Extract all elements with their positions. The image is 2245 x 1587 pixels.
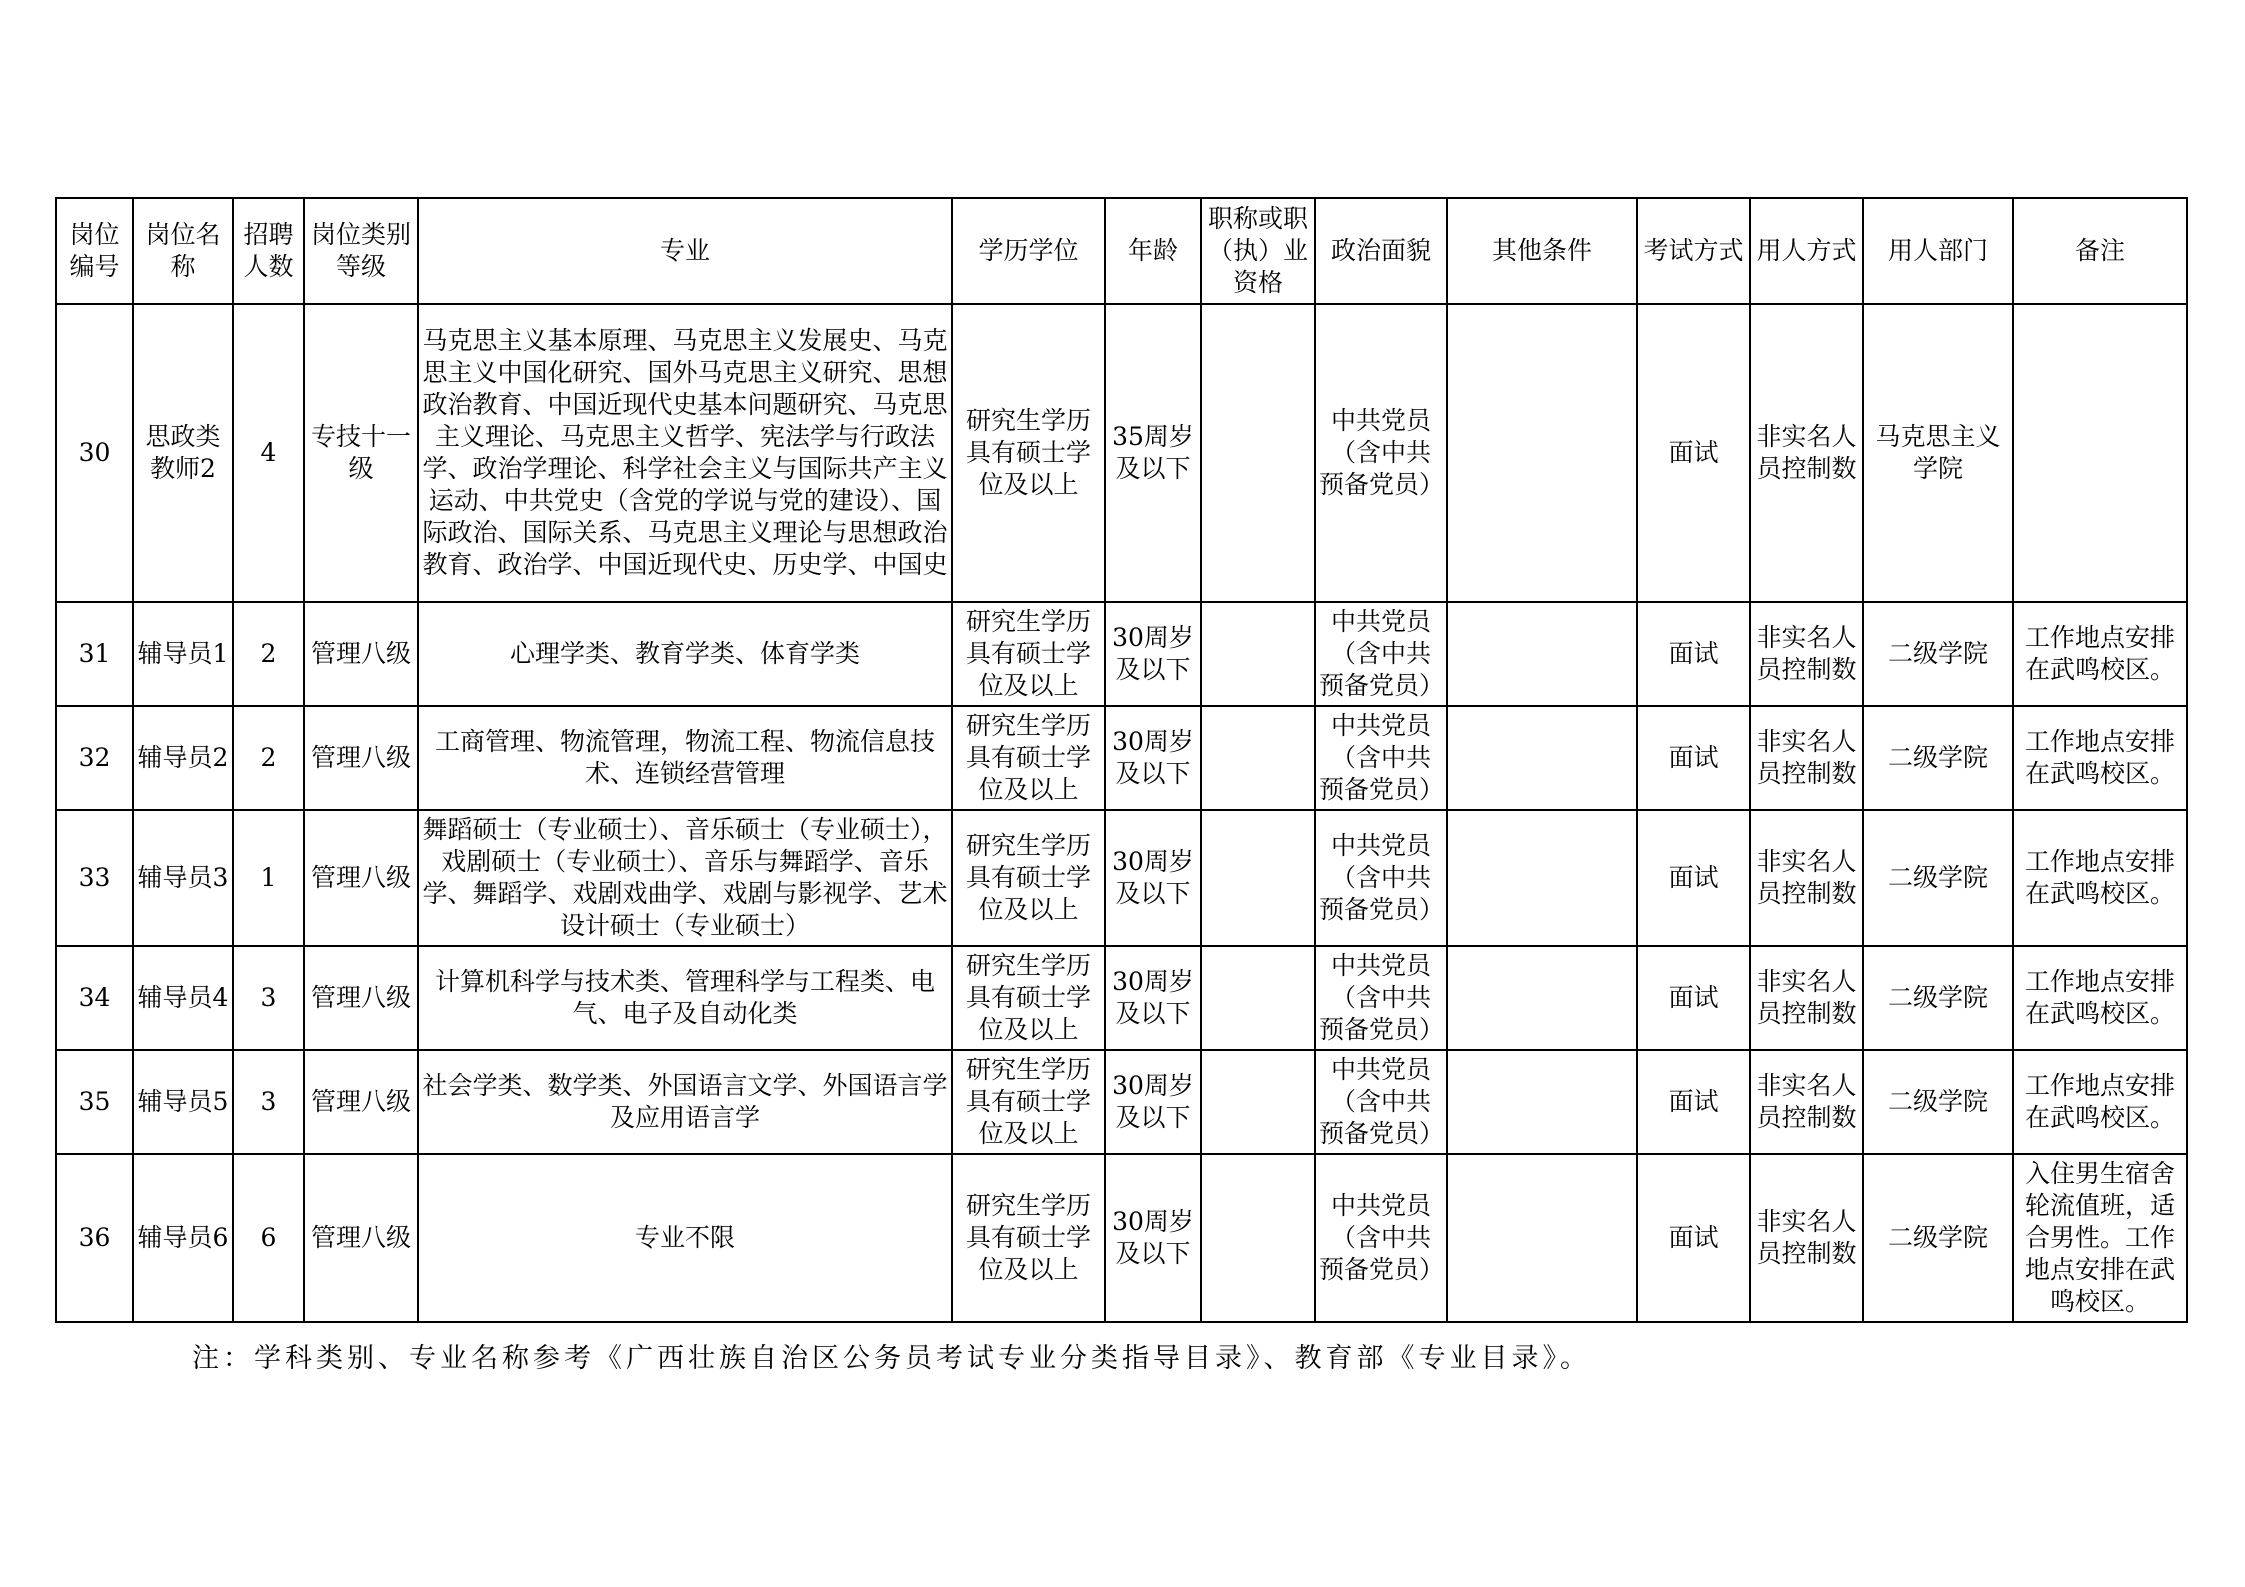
cell-exam: 面试 xyxy=(1637,1050,1750,1154)
cell-dept: 二级学院 xyxy=(1863,1154,2013,1322)
cell-name: 辅导员4 xyxy=(133,946,233,1050)
cell-dept: 二级学院 xyxy=(1863,1050,2013,1154)
header-major: 专业 xyxy=(418,198,952,304)
cell-exam: 面试 xyxy=(1637,810,1750,946)
cell-major: 社会学类、数学类、外国语言文学、外国语言学及应用语言学 xyxy=(418,1050,952,1154)
cell-dept: 马克思主义学院 xyxy=(1863,304,2013,602)
cell-remark: 工作地点安排在武鸣校区。 xyxy=(2013,946,2187,1050)
cell-level: 专技十一级 xyxy=(304,304,418,602)
cell-remark: 工作地点安排在武鸣校区。 xyxy=(2013,602,2187,706)
cell-degree: 研究生学历具有硕士学位及以上 xyxy=(952,602,1105,706)
cell-major: 计算机科学与技术类、管理科学与工程类、电气、电子及自动化类 xyxy=(418,946,952,1050)
cell-code: 33 xyxy=(56,810,133,946)
cell-level: 管理八级 xyxy=(304,602,418,706)
cell-exam: 面试 xyxy=(1637,304,1750,602)
cell-title xyxy=(1201,602,1315,706)
cell-exam: 面试 xyxy=(1637,602,1750,706)
cell-name: 辅导员5 xyxy=(133,1050,233,1154)
table-row xyxy=(56,1050,2187,1154)
cell-age: 30周岁及以下 xyxy=(1105,810,1201,946)
cell-other xyxy=(1447,1154,1637,1322)
cell-other xyxy=(1447,304,1637,602)
cell-title xyxy=(1201,304,1315,602)
header-title: 职称或职（执）业资格 xyxy=(1201,198,1315,304)
cell-count: 4 xyxy=(233,304,304,602)
table-row xyxy=(56,304,2187,602)
cell-employ: 非实名人员控制数 xyxy=(1750,602,1863,706)
cell-age: 30周岁及以下 xyxy=(1105,602,1201,706)
table-row xyxy=(56,706,2187,810)
cell-code: 31 xyxy=(56,602,133,706)
header-exam: 考试方式 xyxy=(1637,198,1750,304)
table-row xyxy=(56,1154,2187,1322)
cell-dept: 二级学院 xyxy=(1863,602,2013,706)
cell-dept: 二级学院 xyxy=(1863,706,2013,810)
cell-level: 管理八级 xyxy=(304,810,418,946)
header-political: 政治面貌 xyxy=(1315,198,1447,304)
cell-remark: 工作地点安排在武鸣校区。 xyxy=(2013,810,2187,946)
cell-level: 管理八级 xyxy=(304,1154,418,1322)
cell-count: 2 xyxy=(233,602,304,706)
cell-other xyxy=(1447,602,1637,706)
cell-employ: 非实名人员控制数 xyxy=(1750,946,1863,1050)
cell-employ: 非实名人员控制数 xyxy=(1750,810,1863,946)
cell-major: 马克思主义基本原理、马克思主义发展史、马克思主义中国化研究、国外马克思主义研究、思想政治教育、中国近现代史基本问题研究、马克思主义理论、马克思主义哲学、宪法学与行政法学、政治学理论、科学社会主义与国际共产主义运动、中共党史（含党的学说与党的建设）、国际政治、国际关系、马克思主义理论与思想政治教育、政治学、中国近现代史、历史学、中国史 xyxy=(418,304,952,602)
cell-count: 6 xyxy=(233,1154,304,1322)
header-age: 年龄 xyxy=(1105,198,1201,304)
cell-level: 管理八级 xyxy=(304,706,418,810)
cell-political: 中共党员（含中共预备党员） xyxy=(1315,602,1447,706)
header-count: 招聘人数 xyxy=(233,198,304,304)
cell-degree: 研究生学历具有硕士学位及以上 xyxy=(952,706,1105,810)
cell-age: 30周岁及以下 xyxy=(1105,1050,1201,1154)
header-remark: 备注 xyxy=(2013,198,2187,304)
cell-other xyxy=(1447,946,1637,1050)
cell-name: 思政类教师2 xyxy=(133,304,233,602)
header-degree: 学历学位 xyxy=(952,198,1105,304)
cell-count: 1 xyxy=(233,810,304,946)
cell-count: 3 xyxy=(233,1050,304,1154)
cell-code: 36 xyxy=(56,1154,133,1322)
cell-major: 舞蹈硕士（专业硕士）、音乐硕士（专业硕士），戏剧硕士（专业硕士）、音乐与舞蹈学、音乐学、舞蹈学、戏剧戏曲学、戏剧与影视学、艺术设计硕士（专业硕士） xyxy=(418,810,952,946)
header-dept: 用人部门 xyxy=(1863,198,2013,304)
table-row xyxy=(56,602,2187,706)
cell-degree: 研究生学历具有硕士学位及以上 xyxy=(952,946,1105,1050)
cell-political: 中共党员（含中共预备党员） xyxy=(1315,1050,1447,1154)
cell-age: 35周岁及以下 xyxy=(1105,304,1201,602)
cell-political: 中共党员（含中共预备党员） xyxy=(1315,810,1447,946)
cell-major: 专业不限 xyxy=(418,1154,952,1322)
cell-remark: 工作地点安排在武鸣校区。 xyxy=(2013,1050,2187,1154)
cell-exam: 面试 xyxy=(1637,706,1750,810)
cell-name: 辅导员1 xyxy=(133,602,233,706)
cell-political: 中共党员（含中共预备党员） xyxy=(1315,304,1447,602)
cell-political: 中共党员（含中共预备党员） xyxy=(1315,1154,1447,1322)
cell-name: 辅导员2 xyxy=(133,706,233,810)
header-code: 岗位编号 xyxy=(56,198,133,304)
cell-name: 辅导员3 xyxy=(133,810,233,946)
cell-employ: 非实名人员控制数 xyxy=(1750,1050,1863,1154)
cell-title xyxy=(1201,810,1315,946)
cell-name: 辅导员6 xyxy=(133,1154,233,1322)
cell-remark xyxy=(2013,304,2187,602)
cell-political: 中共党员（含中共预备党员） xyxy=(1315,706,1447,810)
cell-major: 心理学类、教育学类、体育学类 xyxy=(418,602,952,706)
header-row xyxy=(56,198,2187,304)
cell-exam: 面试 xyxy=(1637,1154,1750,1322)
cell-level: 管理八级 xyxy=(304,1050,418,1154)
header-level: 岗位类别等级 xyxy=(304,198,418,304)
cell-other xyxy=(1447,706,1637,810)
cell-degree: 研究生学历具有硕士学位及以上 xyxy=(952,1050,1105,1154)
header-other: 其他条件 xyxy=(1447,198,1637,304)
cell-count: 2 xyxy=(233,706,304,810)
cell-code: 35 xyxy=(56,1050,133,1154)
cell-code: 32 xyxy=(56,706,133,810)
table-row xyxy=(56,810,2187,946)
cell-code: 30 xyxy=(56,304,133,602)
cell-political: 中共党员（含中共预备党员） xyxy=(1315,946,1447,1050)
cell-title xyxy=(1201,706,1315,810)
cell-other xyxy=(1447,1050,1637,1154)
cell-employ: 非实名人员控制数 xyxy=(1750,1154,1863,1322)
table-row xyxy=(56,946,2187,1050)
cell-code: 34 xyxy=(56,946,133,1050)
cell-other xyxy=(1447,810,1637,946)
cell-count: 3 xyxy=(233,946,304,1050)
cell-major: 工商管理、物流管理，物流工程、物流信息技术、连锁经营管理 xyxy=(418,706,952,810)
cell-degree: 研究生学历具有硕士学位及以上 xyxy=(952,1154,1105,1322)
cell-dept: 二级学院 xyxy=(1863,810,2013,946)
cell-age: 30周岁及以下 xyxy=(1105,946,1201,1050)
cell-title xyxy=(1201,1154,1315,1322)
cell-employ: 非实名人员控制数 xyxy=(1750,706,1863,810)
cell-level: 管理八级 xyxy=(304,946,418,1050)
cell-remark: 入住男生宿舍轮流值班，适合男性。工作地点安排在武鸣校区。 xyxy=(2013,1154,2187,1322)
cell-title xyxy=(1201,946,1315,1050)
cell-title xyxy=(1201,1050,1315,1154)
cell-dept: 二级学院 xyxy=(1863,946,2013,1050)
cell-exam: 面试 xyxy=(1637,946,1750,1050)
cell-remark: 工作地点安排在武鸣校区。 xyxy=(2013,706,2187,810)
footnote: 注：学科类别、专业名称参考《广西壮族自治区公务员考试专业分类指导目录》、教育部《专业目录》。 xyxy=(192,1343,1591,1374)
header-name: 岗位名称 xyxy=(133,198,233,304)
cell-age: 30周岁及以下 xyxy=(1105,706,1201,810)
cell-degree: 研究生学历具有硕士学位及以上 xyxy=(952,810,1105,946)
cell-age: 30周岁及以下 xyxy=(1105,1154,1201,1322)
recruitment-table xyxy=(55,197,2188,1323)
cell-employ: 非实名人员控制数 xyxy=(1750,304,1863,602)
header-employ: 用人方式 xyxy=(1750,198,1863,304)
cell-degree: 研究生学历具有硕士学位及以上 xyxy=(952,304,1105,602)
